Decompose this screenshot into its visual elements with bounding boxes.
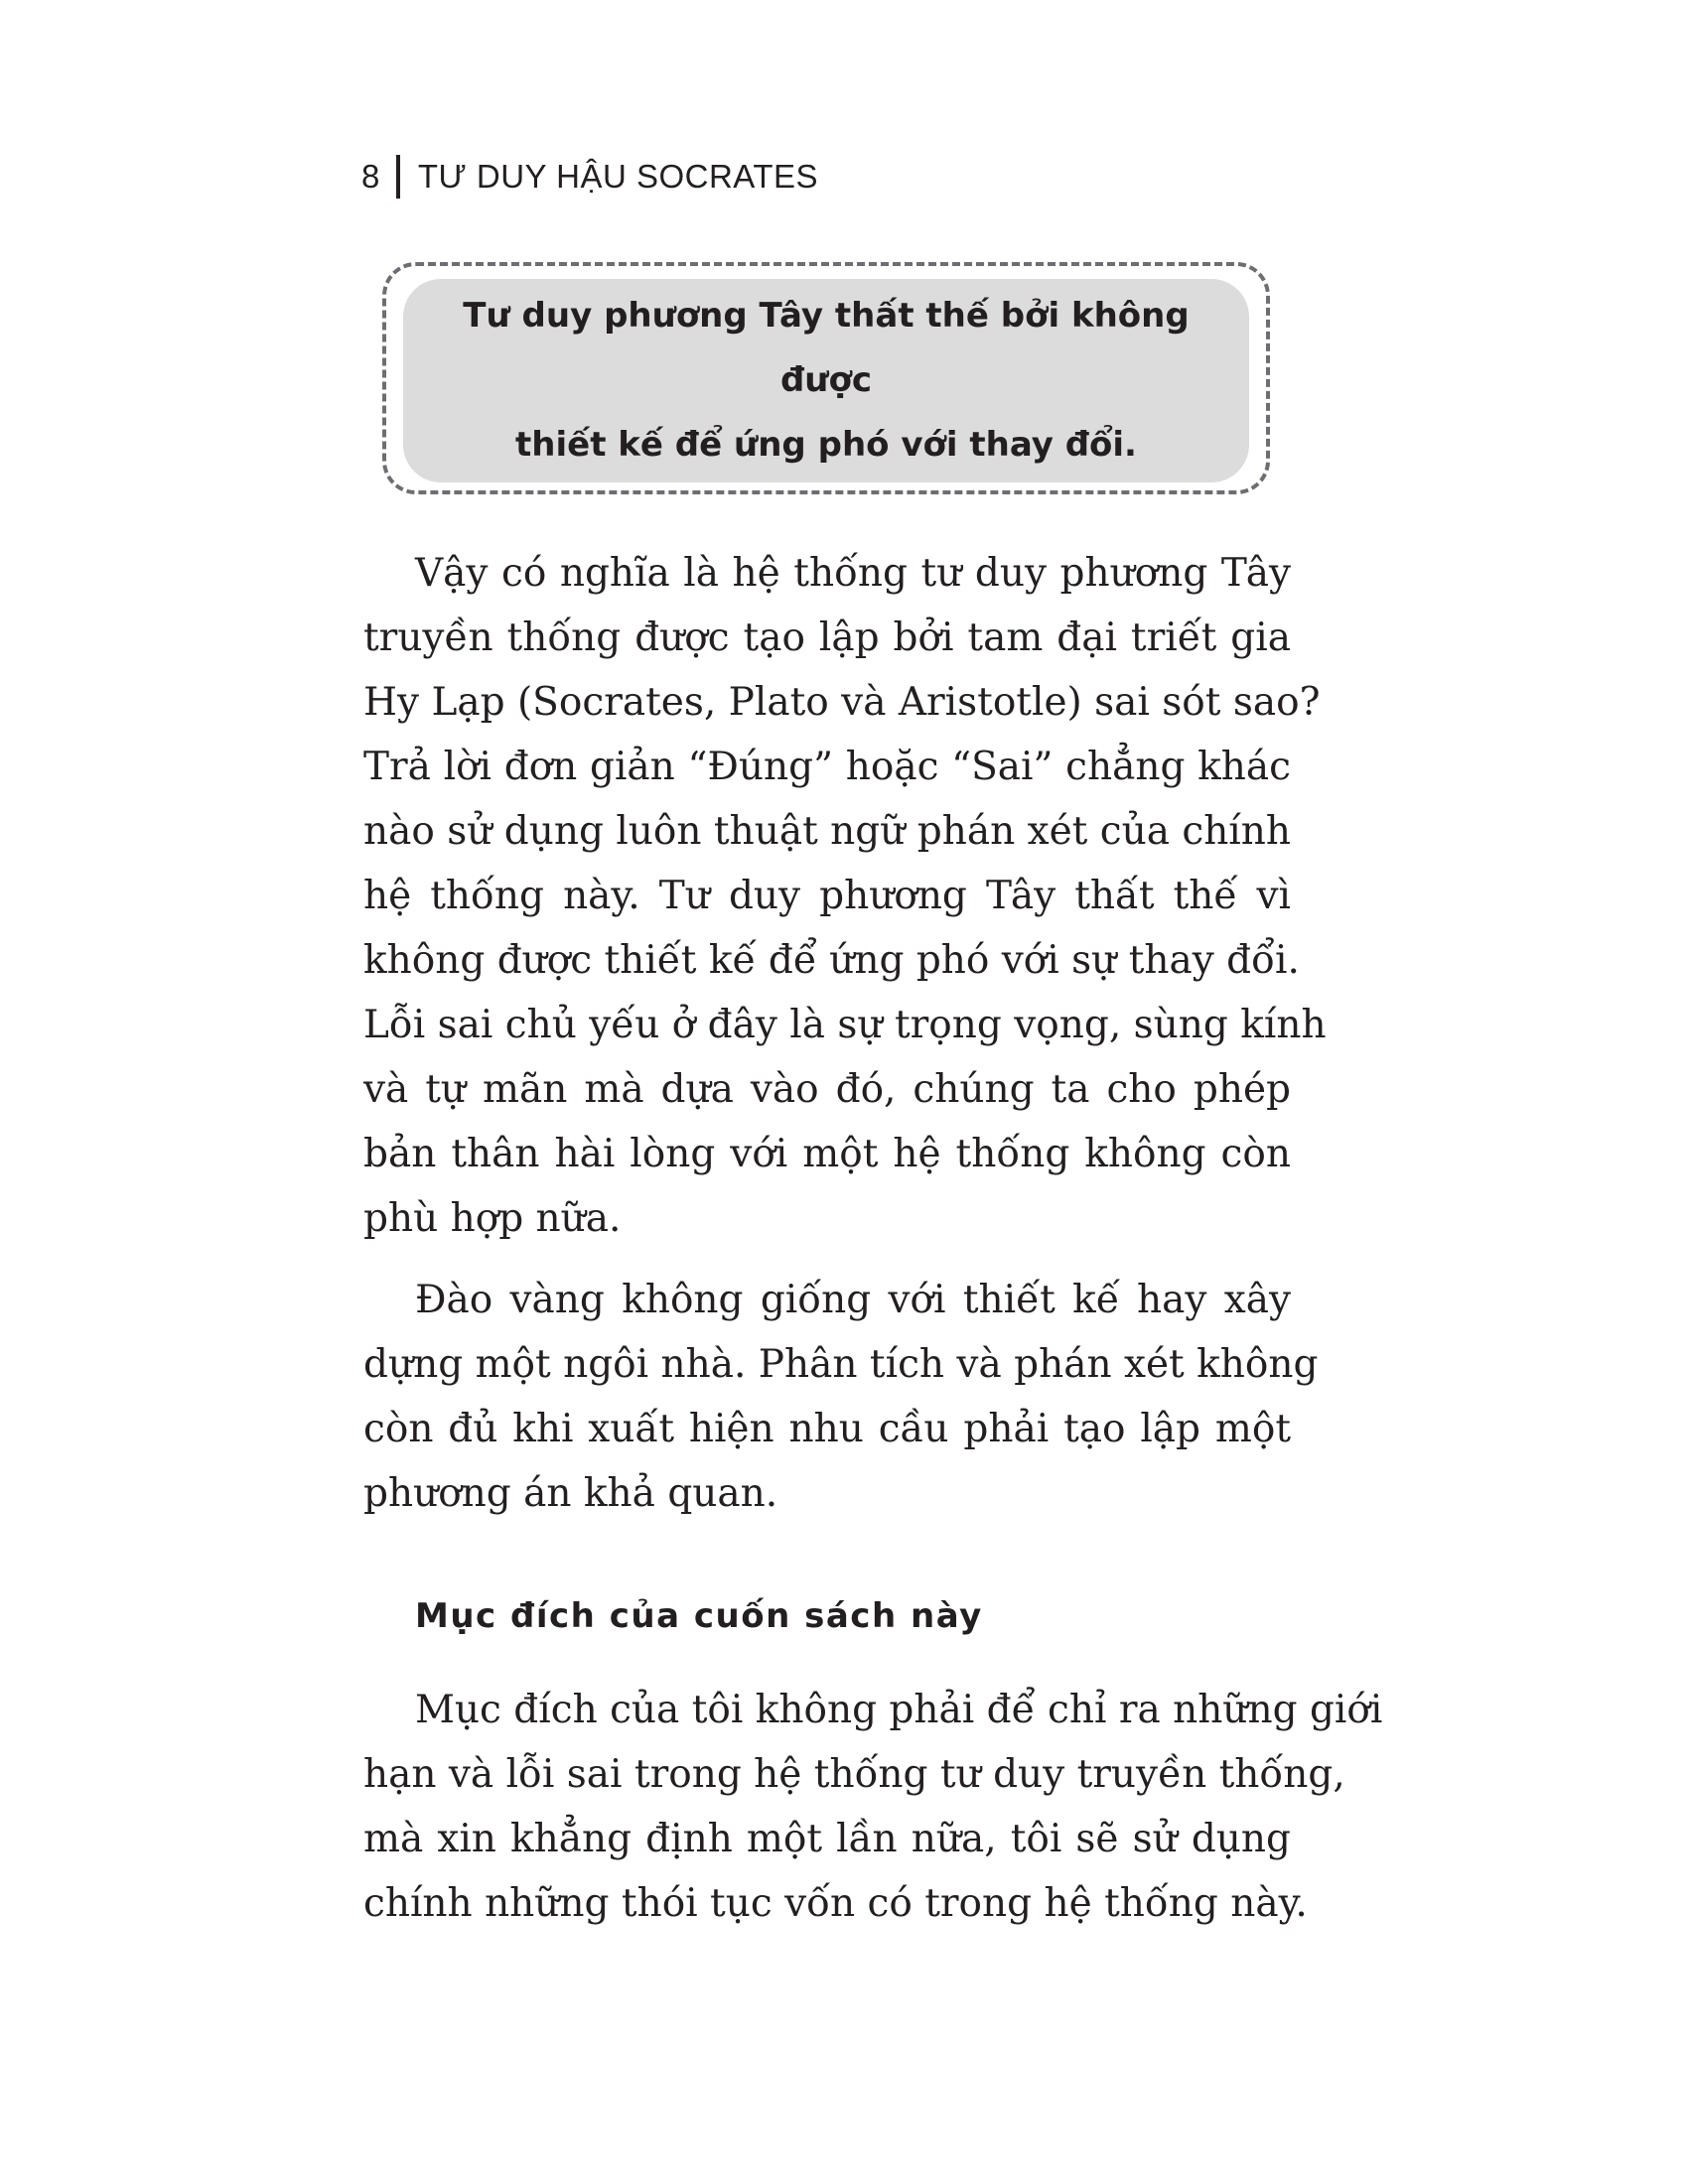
paragraph-line: và tự mãn mà dựa vào đó, chúng ta cho phép	[363, 1067, 1291, 1112]
callout-box	[403, 279, 1249, 482]
callout-text	[419, 284, 1233, 478]
paragraph-line: Hy Lạp (Socrates, Plato và Aristotle) sai sót sao?	[363, 680, 1321, 725]
paragraph-1	[363, 541, 1327, 1251]
header-divider	[396, 155, 400, 199]
running-head	[361, 149, 818, 205]
paragraph-line: dựng một ngôi nhà. Phân tích và phán xét không	[363, 1342, 1319, 1387]
section-paragraph	[363, 1678, 1383, 1936]
paragraph-line: chính những thói tục vốn có trong hệ thống này.	[363, 1881, 1308, 1926]
paragraph-line: hạn và lỗi sai trong hệ thống tư duy truyền thống,	[363, 1752, 1345, 1797]
paragraph-line: nào sử dụng luôn thuật ngữ phán xét của chính	[363, 809, 1292, 854]
paragraph-line: Lỗi sai chủ yếu ở đây là sự trọng vọng, sùng kính	[363, 1003, 1327, 1047]
paragraph-line: hệ thống này. Tư duy phương Tây thất thế vì	[363, 874, 1291, 918]
callout-line: Tư duy phương Tây thất thế bởi không được	[463, 296, 1190, 400]
page-number: 8	[361, 158, 380, 195]
paragraph-line: Vậy có nghĩa là hệ thống tư duy phương Tây	[415, 551, 1291, 596]
paragraph-line: còn đủ khi xuất hiện nhu cầu phải tạo lập một	[363, 1407, 1291, 1451]
paragraph-line: bản thân hài lòng với một hệ thống không còn	[363, 1132, 1291, 1176]
paragraph-line: mà xin khẳng định một lần nữa, tôi sẽ sử dụng	[363, 1817, 1291, 1861]
paragraph-line: Mục đích của tôi không phải để chỉ ra những giới	[415, 1688, 1383, 1732]
book-title: TƯ DUY HẬU SOCRATES	[417, 158, 819, 195]
paragraph-line: truyền thống được tạo lập bởi tam đại triết gia	[363, 615, 1291, 660]
paragraph-2	[363, 1268, 1319, 1526]
paragraph-line: phù hợp nữa.	[363, 1196, 622, 1241]
paragraph-line: Đào vàng không giống với thiết kế hay xây	[415, 1278, 1291, 1322]
paragraph-line: phương án khả quan.	[363, 1471, 778, 1516]
section-heading: Mục đích của cuốn sách này	[415, 1596, 983, 1636]
paragraph-line: Trả lời đơn giản “Đúng” hoặc “Sai” chẳng khác	[363, 745, 1291, 789]
callout-line: thiết kế để ứng phó với thay đổi.	[515, 425, 1137, 465]
paragraph-line: không được thiết kế để ứng phó với sự thay đổi.	[363, 938, 1300, 983]
